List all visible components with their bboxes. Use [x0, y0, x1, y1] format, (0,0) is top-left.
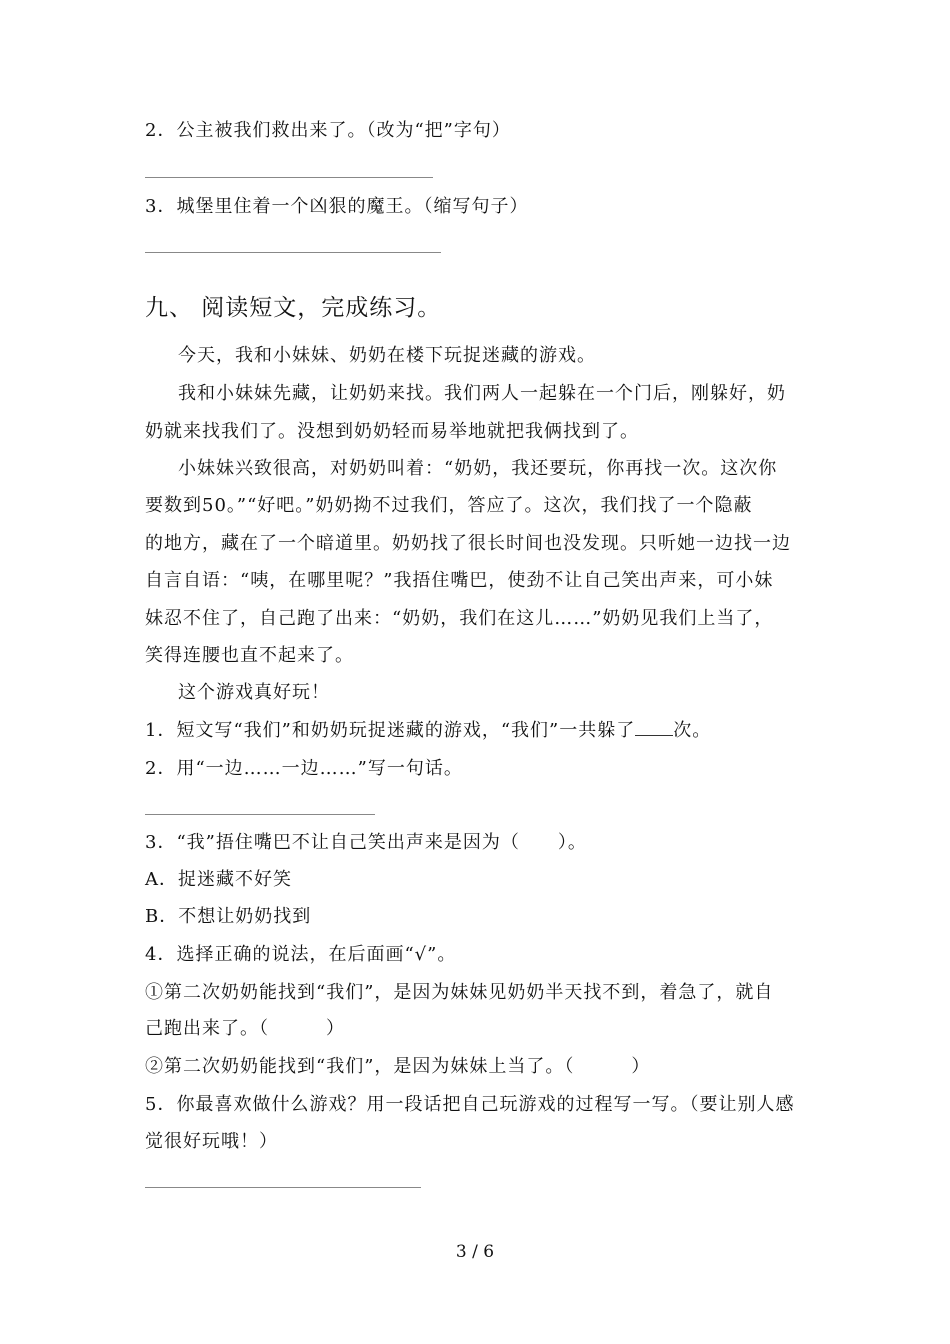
question-3: 3．“我”捂住嘴巴不让自己笑出声来是因为（ ）。: [145, 832, 587, 853]
statement-2[interactable]: ②第二次奶奶能找到“我们”，是因为妹妹上当了。（ ）: [145, 1056, 651, 1077]
statement-1-line-2[interactable]: 己跑出来了。（ ）: [145, 1018, 345, 1039]
passage-paragraph: 今天，我和小妹妹、奶奶在楼下玩捉迷藏的游戏。: [178, 345, 596, 366]
question-2: 2．用“一边……一边……”写一句话。: [145, 758, 463, 779]
passage-line: 我和小妹妹先藏，让奶奶来找。我们两人一起躲在一个门后，刚躲好，奶: [178, 383, 786, 404]
page-number: 3 / 6: [455, 1242, 495, 1262]
question-1-text: 1．短文写“我们”和奶奶玩捉迷藏的游戏，“我们”一共躲了: [145, 720, 636, 741]
passage-line: 要数到50。”“好吧。”奶奶拗不过我们，答应了。这次，我们找了一个隐蔽: [145, 495, 753, 516]
passage-line: 妹忍不住了，自己跑了出来：“奶奶，我们在这儿……”奶奶见我们上当了，: [145, 608, 774, 629]
option-b[interactable]: B．不想让奶奶找到: [145, 906, 312, 927]
answer-line[interactable]: [145, 252, 441, 253]
question-shorten-sentence: 3．城堡里住着一个凶狠的魔王。（缩写句子）: [145, 196, 529, 217]
answer-line[interactable]: [145, 177, 433, 178]
answer-line[interactable]: [145, 814, 375, 815]
question-rewrite-ba-sentence: 2．公主被我们救出来了。（改为“把”字句）: [145, 120, 511, 141]
option-a[interactable]: A．捉迷藏不好笑: [145, 869, 292, 890]
answer-line[interactable]: [145, 1187, 421, 1188]
statement-1-line-1: ①第二次奶奶能找到“我们”，是因为妹妹见奶奶半天找不到，着急了，就自: [145, 982, 774, 1003]
passage-line: 的地方，藏在了一个暗道里。奶奶找了很长时间也没发现。只听她一边找一边: [145, 533, 791, 554]
question-1-suffix: 次。: [673, 720, 712, 741]
question-5-line-2: 觉很好玩哦！）: [145, 1131, 278, 1152]
passage-line: 自言自语：“咦，在哪里呢？”我捂住嘴巴，使劲不让自己笑出声来，可小妹: [145, 570, 774, 591]
passage-paragraph: 这个游戏真好玩！: [178, 682, 330, 703]
passage-line: 小妹妹兴致很高，对奶奶叫着：“奶奶，我还要玩，你再找一次。这次你: [178, 458, 778, 479]
question-4: 4．选择正确的说法，在后面画“√”。: [145, 944, 457, 965]
fill-blank[interactable]: [635, 719, 673, 736]
passage-line: 笑得连腰也直不起来了。: [145, 645, 354, 666]
section-heading: 九、 阅读短文，完成练习。: [145, 295, 442, 321]
passage-line: 奶就来找我们了。没想到奶奶轻而易举地就把我俩找到了。: [145, 421, 639, 442]
question-1: [145, 719, 711, 743]
question-5-line-1: 5．你最喜欢做什么游戏？用一段话把自己玩游戏的过程写一写。（要让别人感: [145, 1094, 795, 1115]
